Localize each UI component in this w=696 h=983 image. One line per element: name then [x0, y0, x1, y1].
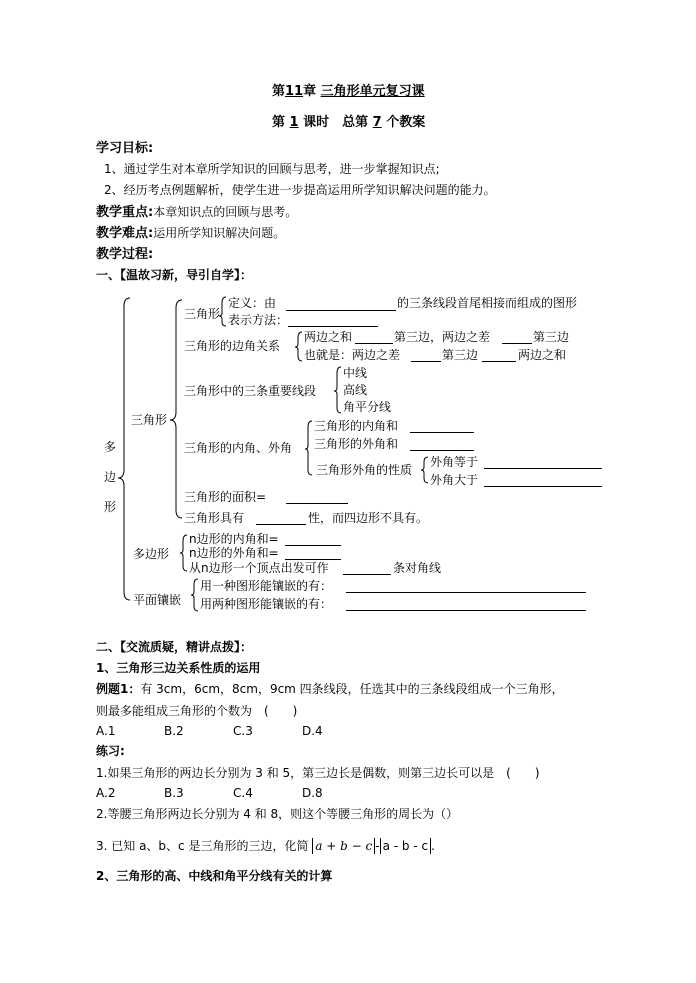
tess-two-blank[interactable]	[346, 610, 586, 611]
node-polygon: 多边形	[133, 547, 170, 561]
sum-blank-2[interactable]	[502, 343, 532, 344]
n-diag-b: 条对角线	[393, 561, 442, 575]
practice-q3	[96, 838, 435, 854]
leaf-bisector: 角平分线	[343, 400, 392, 414]
practice-q1: 1.如果三角形的两边长分别为 3 和 5，第三边长是偶数，则第三边长可以是 ( )	[96, 766, 540, 780]
node-tri-shape: 三角形	[184, 307, 221, 321]
ext-eq-blank[interactable]	[484, 468, 602, 469]
chapter-number: 11	[285, 84, 304, 99]
lesson-prefix: 第	[272, 115, 286, 130]
lesson-suffix: 个教案	[386, 115, 426, 130]
example1-label: 例题1：	[96, 682, 141, 696]
has-b: 性，而四边形不具有。	[308, 511, 429, 525]
q1-option-d: D.8	[302, 786, 323, 800]
ext-eq: 外角等于	[430, 455, 479, 469]
def-line	[228, 297, 276, 309]
q3-text: 3. 已知 a、b、c 是三角形的三边，化简	[96, 839, 309, 853]
tess-two: 用两种图形能镶嵌的有：	[200, 597, 333, 611]
q3-minus: -	[375, 839, 380, 853]
has-blank[interactable]	[256, 524, 306, 525]
also-blank-1[interactable]	[411, 361, 441, 362]
section1-heading: 一、【温故习新，导引自学】：	[96, 268, 253, 282]
q3-end: .	[431, 839, 435, 853]
example1	[96, 683, 564, 695]
root-char-1: 多	[104, 440, 117, 454]
n-interior: n边形的内角和=	[189, 532, 279, 546]
n-exterior-blank[interactable]	[285, 559, 341, 560]
q1-option-b: B.3	[164, 786, 184, 800]
example1-text: 有 3cm，6cm，8cm，9cm 四条线段，任选其中的三条线段组成一个三角形，	[140, 682, 564, 696]
goal-item-1: 1、通过学生对本章所学知识的回顾与思考，进一步掌握知识点;	[104, 162, 440, 176]
siderel-brace	[295, 332, 302, 361]
q1-option-c: C.4	[233, 786, 253, 800]
example1-option-a: A.1	[96, 724, 116, 738]
lesson-number: 1	[289, 115, 299, 130]
topic2-heading: 2、三角形的高、中线和角平分线有关的计算	[96, 869, 333, 883]
sum-c: 第三边	[533, 330, 570, 344]
interior-sum: 三角形的内角和	[314, 419, 399, 433]
def-a: 定义：由	[228, 296, 277, 310]
tess-one-blank[interactable]	[346, 592, 586, 593]
also-blank-2[interactable]	[482, 361, 516, 362]
sum-blank-1[interactable]	[355, 343, 393, 344]
sum-b: 第三边，两边之差	[394, 330, 491, 344]
exterior-sum: 三角形的外角和	[314, 437, 399, 451]
section2-heading: 二、【交流质疑，精讲点拨】：	[96, 640, 253, 654]
q3-abs-2: a - b - c	[380, 838, 432, 854]
example1-text2: 则最多能组成三角形的个数为 ( )	[96, 704, 298, 718]
extprop-brace	[421, 457, 428, 483]
polygon-brace	[180, 535, 187, 571]
ext-gt-blank[interactable]	[484, 486, 602, 487]
q1-option-a: A.2	[96, 786, 116, 800]
leaf-median: 中线	[343, 366, 368, 380]
root-char-2: 边	[104, 470, 117, 484]
notation-blank[interactable]	[288, 326, 378, 327]
difficulty-label: 教学难点:	[96, 226, 154, 241]
exterior-blank[interactable]	[410, 450, 474, 451]
area-label: 三角形的面积=	[184, 490, 267, 504]
tess-brace	[191, 579, 198, 611]
sum-a: 两边之和	[304, 330, 353, 344]
lesson-middle: 课时 总第	[303, 115, 369, 130]
also-c: 两边之和	[518, 348, 567, 362]
leaf-altitude: 高线	[343, 383, 368, 397]
example1-option-d: D.4	[302, 724, 323, 738]
node-angles: 三角形的内角、外角	[184, 441, 293, 455]
difficulty-text: 运用所学知识解决问题。	[153, 226, 286, 240]
process-heading: 教学过程:	[96, 247, 154, 262]
notation-label: 表示方法：	[228, 313, 289, 327]
goal-item-2: 2、经历考点例题解析，使学生进一步提高运用所学知识解决问题的能力。	[104, 183, 496, 197]
angles-brace	[305, 421, 312, 475]
n-exterior: n边形的外角和=	[189, 546, 279, 560]
triangle-brace	[170, 300, 182, 518]
example1-option-c: C.3	[233, 724, 253, 738]
q3-abs-1: a + b − c	[312, 838, 375, 854]
lines-brace	[334, 367, 341, 413]
interior-blank[interactable]	[410, 432, 474, 433]
key-point-text: 本章知识点的回顾与思考。	[153, 205, 298, 219]
root-char-3: 形	[104, 500, 117, 514]
practice-q2: 2.等腰三角形两边长分别为 4 和 8，则这个等腰三角形的周长为（）	[96, 807, 459, 821]
n-interior-blank[interactable]	[285, 545, 341, 546]
ext-gt: 外角大于	[430, 473, 479, 487]
topic1-heading: 1、三角形三边关系性质的运用	[96, 661, 261, 675]
ext-prop: 三角形外角的性质	[316, 463, 413, 477]
chapter-prefix: 第	[272, 84, 286, 99]
def-blank[interactable]	[286, 310, 396, 311]
node-tessellation: 平面镶嵌	[133, 593, 182, 607]
tess-one: 用一种图形能镶嵌的有：	[200, 579, 333, 593]
node-important: 三角形中的三条重要线段	[184, 384, 317, 398]
goals-heading: 学习目标:	[96, 141, 154, 156]
def-b: 的三条线段首尾相接而组成的图形	[397, 296, 578, 310]
has-a: 三角形具有	[184, 511, 245, 525]
root-brace	[118, 298, 130, 600]
node-triangle: 三角形	[131, 413, 168, 427]
chapter-suffix: 章	[303, 84, 317, 99]
unit-title: 三角形单元复习课	[320, 84, 425, 99]
practice-label: 练习:	[96, 744, 125, 758]
n-diag-a: 从n边形一个顶点出发可作	[189, 561, 329, 575]
key-point-label: 教学重点:	[96, 205, 154, 220]
also-b: 第三边	[442, 348, 479, 362]
total-number: 7	[372, 115, 382, 130]
node-side-rel: 三角形的边角关系	[184, 339, 281, 353]
n-diag-blank[interactable]	[343, 574, 391, 575]
area-blank[interactable]	[286, 503, 348, 504]
example1-option-b: B.2	[164, 724, 184, 738]
also-a: 也就是：两边之差	[304, 348, 401, 362]
def-brace	[219, 297, 226, 326]
